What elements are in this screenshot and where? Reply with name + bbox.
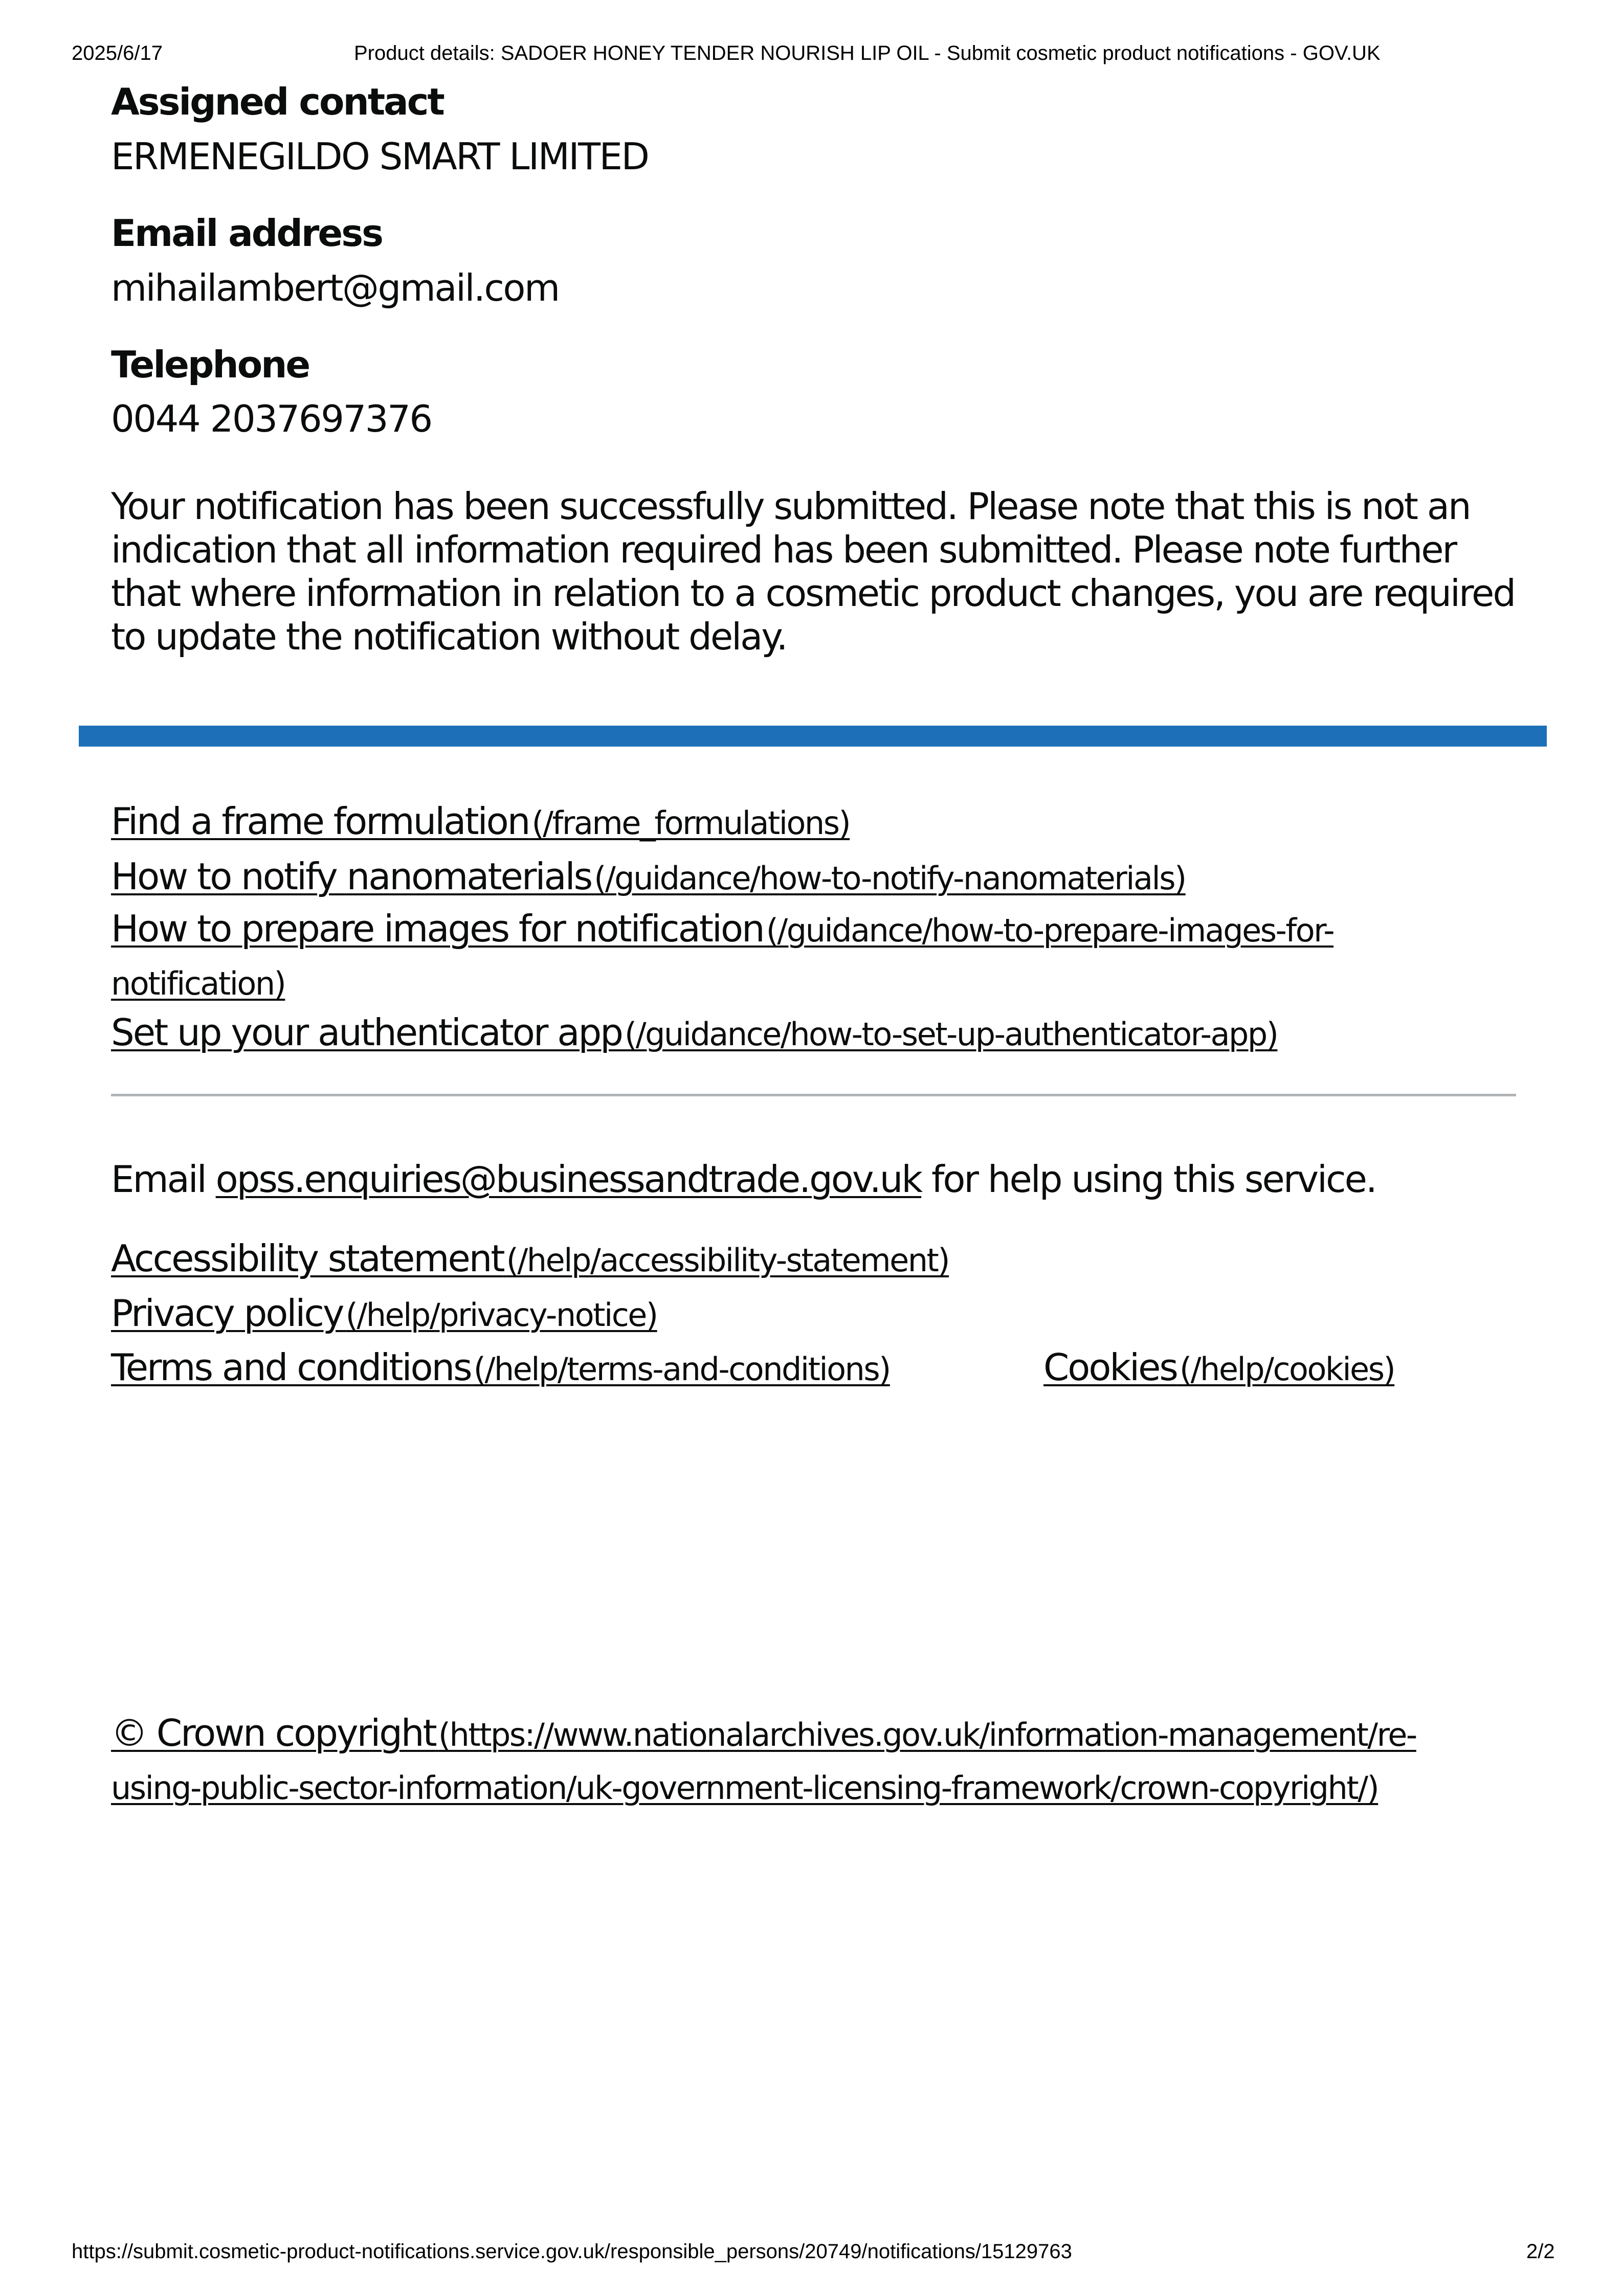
print-date: 2025/6/17 [72,42,163,64]
email-address-label: Email address [111,212,382,255]
submission-notice: Your notification has been successfully submitted. Please note that this is not an indication that all information required has been submitted. Please note further that where information in relation to a cosmetic product changes, you are required to update the notification without delay. [111,485,1515,658]
email-address-value: mihailambert@gmail.com [111,266,559,309]
link-terms-and-conditions[interactable] [111,1346,890,1389]
help-suffix: for help using this service. [921,1158,1376,1201]
link-label: How to notify nanomaterials [111,855,592,898]
link-notify-nanomaterials[interactable] [111,855,1186,898]
assigned-contact-value: ERMENEGILDO SMART LIMITED [111,135,649,178]
link-label: How to prepare images for notification [111,907,764,950]
link-label: Accessibility statement [111,1237,504,1280]
telephone-value: 0044 2037697376 [111,397,432,440]
link-label: Cookies [1043,1346,1177,1389]
link-url: (/guidance/how-to-set-up-authenticator-app) [625,1016,1278,1053]
copyright-url: (https://www.nationalarchives.gov.uk/information-management/re-using-public-sector-information/uk-government-licensing-framework/crown-copyright/) [111,1716,1416,1807]
link-url: (/help/terms-and-conditions) [473,1350,890,1388]
link-privacy-policy[interactable] [111,1292,657,1335]
crown-copyright-link[interactable] [111,1710,1420,1819]
print-page-number: 2/2 [1526,2240,1555,2263]
link-find-frame-formulation[interactable] [111,800,850,843]
print-page-title: Product details: SADOER HONEY TENDER NOURISH LIP OIL - Submit cosmetic product notifications - GOV.UK [354,42,1381,64]
link-authenticator-app[interactable] [111,1011,1278,1054]
link-label: Privacy policy [111,1292,343,1335]
link-url: (/help/cookies) [1179,1350,1395,1388]
link-label: Terms and conditions [111,1346,471,1389]
link-url: (/guidance/how-to-notify-nanomaterials) [594,860,1186,897]
link-prepare-images[interactable] [111,906,1461,1015]
telephone-label: Telephone [111,343,309,386]
help-text [111,1158,1376,1201]
help-email-link[interactable]: opss.enquiries@businessandtrade.gov.uk [215,1158,922,1201]
link-accessibility-statement[interactable] [111,1237,949,1280]
link-cookies[interactable] [1043,1346,1395,1389]
link-label: Find a frame formulation [111,800,529,843]
copyright-label: © Crown copyright [111,1712,436,1754]
link-label: Set up your authenticator app [111,1011,622,1054]
link-url: (/help/privacy-notice) [345,1296,657,1334]
assigned-contact-label: Assigned contact [111,80,443,123]
link-url: (/guidance/how-to-prepare-images-for-notification) [111,912,1334,1002]
footer-divider [111,1094,1516,1096]
help-prefix: Email [111,1158,216,1201]
footer-accent-bar [79,726,1547,747]
link-url: (/frame_formulations) [531,804,850,842]
print-url: https://submit.cosmetic-product-notifications.service.gov.uk/responsible_persons/20749/notifications/15129763 [72,2240,1072,2263]
link-url: (/help/accessibility-statement) [506,1242,949,1279]
